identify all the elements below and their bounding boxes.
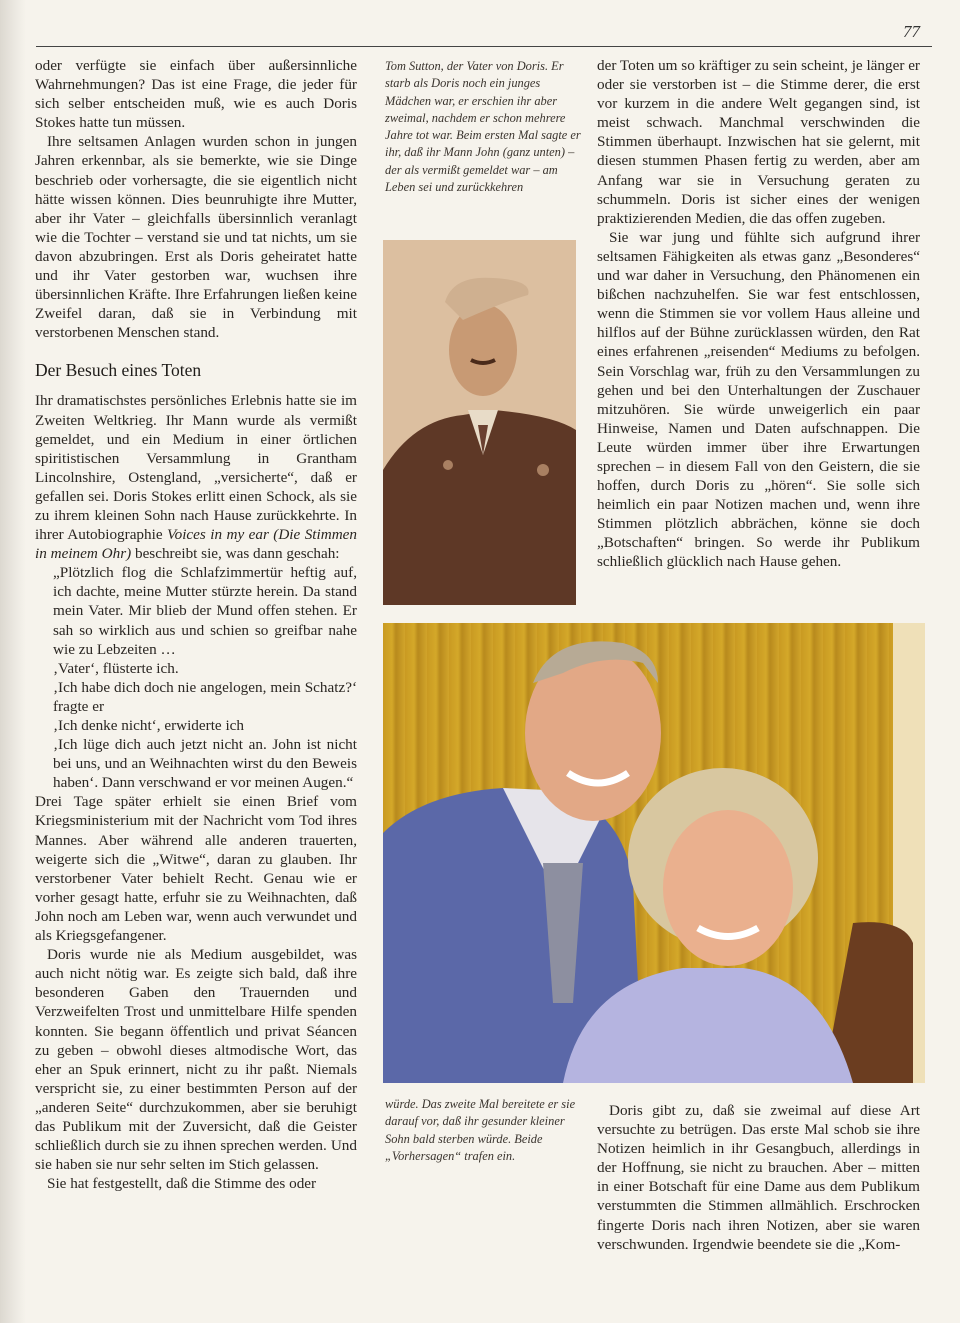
- paragraph: Sie war jung und fühlte sich aufgrund ihrer seltsamen Fähigkeiten als etwas ganz „Besonderes“ und war daher in Versuchung, den Phänomenen ein bißchen nachzuhelfen. Sie war fest entschlossen, wenn die Stimmen sie vor vollem Haus alleine und hilflos auf der Bühne zurücklassen würden, den Rat eines erfahrenen „reisenden“ Mediums zu befolgen. Sein Vorschlag war, früh zu den Versammlungen zu gehen und bei den Unterhaltungen der Zuschauer mitzuhören. Sie würde unweigerlich ein paar Hinweise, Namen und Daten aufschnappen. Die Leute würden immer über ihre Erwartungen sprechen – in diesem Fall von den Geistern, die sie hoffen, durch Doris zu „hören“. Sie solle sich heimlich ein paar Notizen machen und, wenn ihre Stimmen plötzlich abbrächen, könne sie doch „Botschaften“ bringen. So werde ihr Publikum schließlich glücklich nach Hause gehen.: [597, 228, 920, 571]
- photo-caption-bottom: würde. Das zweite Mal bereitete er sie darauf vor, daß ihr gesunder kleiner Sohn bald sterben würde. Beide „Vorhersagen“ trafen ein.: [385, 1097, 576, 1163]
- quote-line: ‚Ich habe dich doch nie angelogen, mein Schatz?‘ fragte er: [53, 678, 357, 715]
- paragraph: Drei Tage später erhielt sie einen Brief vom Kriegsministerium mit der Nachricht vom Tod ihres Mannes. Aber während alle anderen trauerten, weigerte sich die „Witwe“, daran zu glauben. Ihr verstorbener Vater behielt Recht. Genau wie er vorher gesagt hatte, erfuhr sie zu Weihnachten, daß John noch am Leben war, wenn auch verwundet und als Kriegsgefangener.: [35, 793, 357, 945]
- text-column-left: [35, 56, 357, 1193]
- book-title: Voices in my ear (Die Stimmen in meinem Ohr): [35, 526, 358, 563]
- paragraph: Doris gibt zu, daß sie zweimal auf diese Art versuchte zu betrügen. Das erste Mal schob sie ihre Notizen heimlich in ihr Gesangbuch, allerdings in der Hoffnung, sie nicht zu brauchen. Aber – mitten in einer Botschaft für eine Dame aus dem Publikum verstummten die Stimmen allmählich. Erschrocken fingerte Doris nach ihren Notizen, aber sie waren verschwunden. Irgendwie beendete sie die „Kom-: [597, 1102, 920, 1253]
- quote-line: „Plötzlich flog die Schlafzimmertür heftig auf, ich dachte, meine Mutter stürzte herein. Da stand mein Vater. Mir blieb der Mund offen stehen. Er sah so wirklich aus und schien so greifbar nahe wie zu Lebzeiten …: [53, 564, 357, 658]
- page-number: 77: [903, 22, 920, 41]
- couple-illustration: [383, 623, 925, 1083]
- text-column-right-bottom: [597, 1101, 920, 1254]
- paragraph: der Toten um so kräftiger zu sein scheint, je länger er oder sie verstorben ist – die Stimme derer, die erst vor kurzem in die andere Welt gegangen sind, ist meist schwach. Manchmal verschwinden die Stimmen überhaupt. Inzwischen hat sie gelernt, mit diesen stummen Phasen fertig zu werden, aber am Anfang war sie in Versuchung geraten zu schummeln. Doris ist sicher eines der wenigen praktizierenden Medien, die das offen zugeben.: [597, 57, 920, 227]
- paragraph: Doris wurde nie als Medium ausgebildet, was auch nicht nötig war. Es zeigte sich bald, daß ihre besonderen Gaben den Trauernden und Verzweifelten Trost und unmittelbare Hilfe spenden konnten. Sie begann öffentlich und privat Séancen zu geben – obwohl dieses altmodische Wort, das eher an Spuk erinnert, nicht zu ihr paßt. Niemals verspricht sie, zu einer bestimmten Person auf der „anderen Seite“ durchzukommen, aber sie beruhigt das Publikum mit der Zuversicht, daß die Geister schließlich durch sie zu ihnen sprechen werden. Und sie haben sie nur sehr selten im Stich gelassen.: [35, 946, 357, 1174]
- paragraph: Sie hat festgestellt, daß die Stimme des oder: [47, 1175, 317, 1193]
- book-gutter-shadow: [0, 0, 26, 1323]
- header-rule: [36, 46, 932, 47]
- section-heading: Der Besuch eines Toten: [35, 360, 202, 381]
- paragraph-text: Ihr dramatischstes persönliches Erlebnis hatte sie im Zweiten Weltkrieg. Ihr Mann wurde als vermißt gemeldet, und ein Medium in einer örtlichen spiritistischen Versammlung in Grantham Lincolnshire, Ostengland, „versicherte“, daß er gefallen sei. Doris Stokes erlitt einen Schock, als sie zu ihrem kleinen Sohn nach Hause zurückkehrte. In ihrer Autobiographie: [35, 392, 357, 544]
- quote-line: ‚Ich denke nicht‘, erwiderte ich: [53, 717, 245, 734]
- portrait-photo-tom-sutton: [383, 240, 576, 605]
- quote-line: ‚Vater‘, flüsterte ich.: [53, 659, 179, 677]
- paragraph: [35, 391, 357, 563]
- quote-line: ‚Ich lüge dich auch jetzt nicht an. John ist nicht bei uns, und an Weihnachten wirst du den Beweis haben‘. Dann verschwand er vor meinen Augen.“: [53, 736, 357, 792]
- text-column-right: [597, 56, 920, 572]
- photo-caption-top: Tom Sutton, der Vater von Doris. Er starb als Doris noch ein junges Mädchen war, er erschien ihr aber zweimal, nachdem er schon mehrere Jahre tot war. Beim ersten Mal sagte er ihr, daß ihr Mann John (ganz unten) – der als vermißt gemeldet war – am Leben sei und zurückkehren: [385, 59, 581, 195]
- paragraph-text: beschreibt sie, was dann geschah:: [131, 545, 340, 563]
- paragraph: Ihre seltsamen Anlagen wurden schon in jungen Jahren erkennbar, als sie bemerkte, wie sie Dinge beschrieb oder vorhersagte, die sie eigentlich nicht hätte wissen können. Dies beunruhigte ihre Mutter, aber ihr Vater – gleichfalls übersinnlich veranlagt wie die Tochter – verstand sie und tat nichts, um sie davon abzubringen. Erst als Doris geheiratet hatte und ihr Vater gestorben war, wuchsen ihre übersinnlichen Kräfte. Ihre Erfahrungen ließen keine Zweifel daran, daß sie in Verbindung mit verstorbenen Menschen stand.: [35, 133, 357, 342]
- couple-photo: [383, 623, 925, 1083]
- paragraph: oder verfügte sie einfach über außersinnliche Wahrnehmungen? Das ist eine Frage, die jeder für sich selber entscheiden muß, wie es auch Doris Stokes hatte tun müssen.: [35, 57, 357, 132]
- portrait-illustration: [383, 240, 576, 605]
